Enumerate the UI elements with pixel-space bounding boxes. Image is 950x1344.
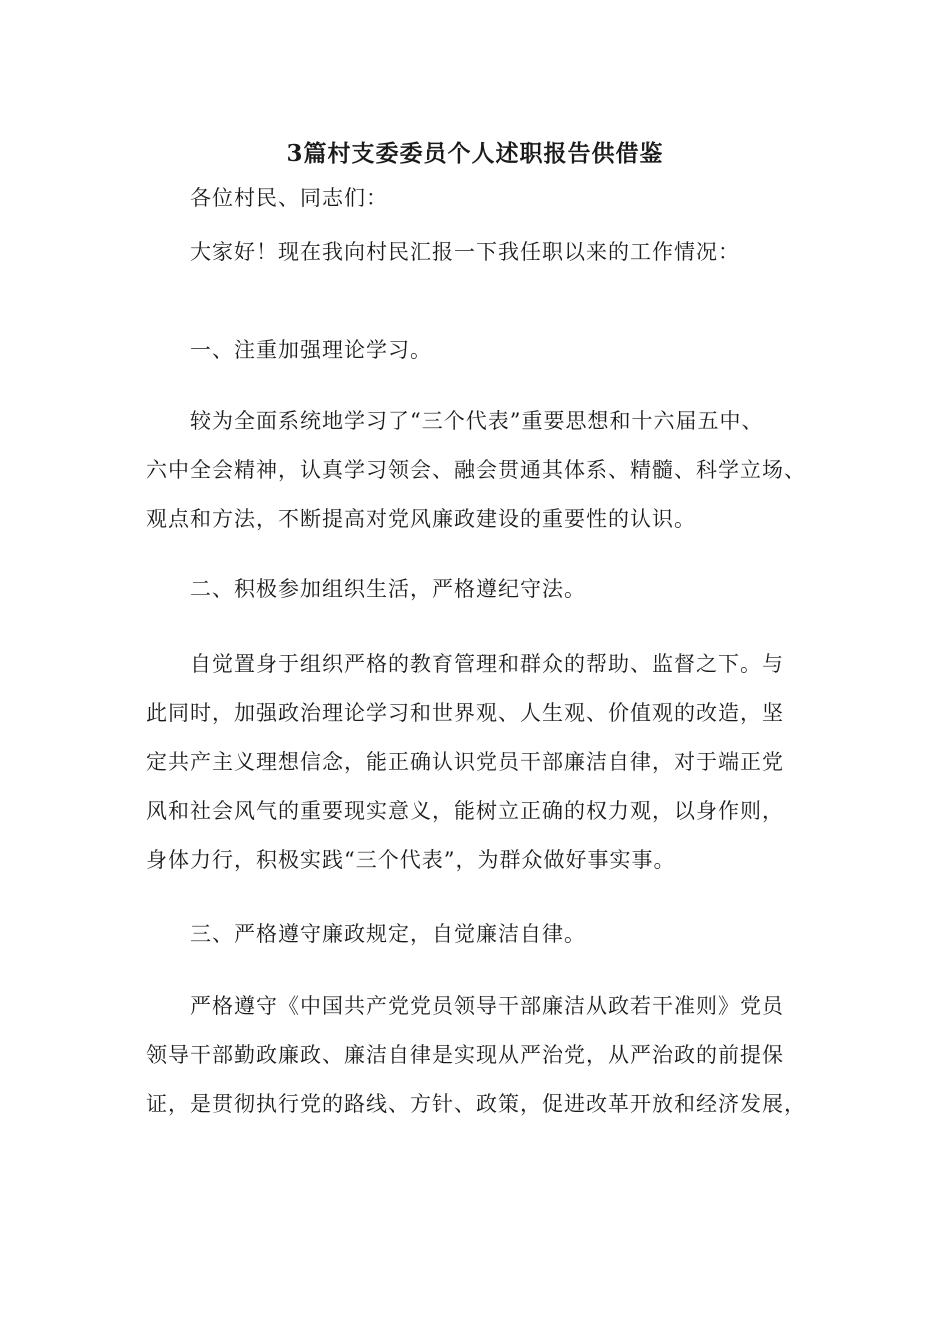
document-title: 3篇村支委委员个人述职报告供借鉴	[286, 140, 664, 167]
greeting-paragraph	[146, 174, 811, 223]
body-line: 严格遵守《中国共产党党员领导干部廉洁从政若干准则》党员	[190, 994, 784, 1018]
section3-body	[146, 982, 811, 1129]
body-line: 身体力行，积极实践“三个代表”，为群众做好事实事。	[146, 848, 676, 872]
body-line: 此同时，加强政治理论学习和世界观、人生观、价值观的改造，坚	[146, 701, 784, 725]
body-line: 风和社会风气的重要现实意义，能树立正确的权力观，以身作则，	[146, 799, 784, 823]
section3-heading	[146, 910, 811, 959]
greeting-line: 各位村民、同志们：	[190, 186, 388, 210]
intro-paragraph	[146, 228, 811, 277]
body-line: 定共产主义理想信念，能正确认识党员干部廉洁自律，对于端正党	[146, 750, 784, 774]
section2-body	[146, 640, 811, 885]
body-line: 证，是贯彻执行党的路线、方针、政策，促进改革开放和经济发展，	[146, 1092, 806, 1116]
section-heading: 三、严格遵守廉政规定，自觉廉洁自律。	[190, 922, 586, 946]
section1-body	[146, 397, 811, 544]
section2-heading	[146, 565, 811, 614]
body-line: 较为全面系统地学习了“三个代表”重要思想和十六届五中、	[190, 409, 764, 433]
body-line: 六中全会精神，认真学习领会、融会贯通其体系、精髓、科学立场、	[146, 458, 806, 482]
intro-line: 大家好！现在我向村民汇报一下我任职以来的工作情况：	[190, 240, 740, 264]
body-line: 自觉置身于组织严格的教育管理和群众的帮助、监督之下。与	[190, 652, 784, 676]
section1-heading	[146, 326, 811, 375]
body-line: 观点和方法，不断提高对党风廉政建设的重要性的认识。	[146, 507, 696, 531]
section-heading: 一、注重加强理论学习。	[190, 338, 432, 362]
section-heading: 二、积极参加组织生活，严格遵纪守法。	[190, 577, 586, 601]
body-line: 领导干部勤政廉政、廉洁自律是实现从严治党，从严治政的前提保	[146, 1043, 784, 1067]
